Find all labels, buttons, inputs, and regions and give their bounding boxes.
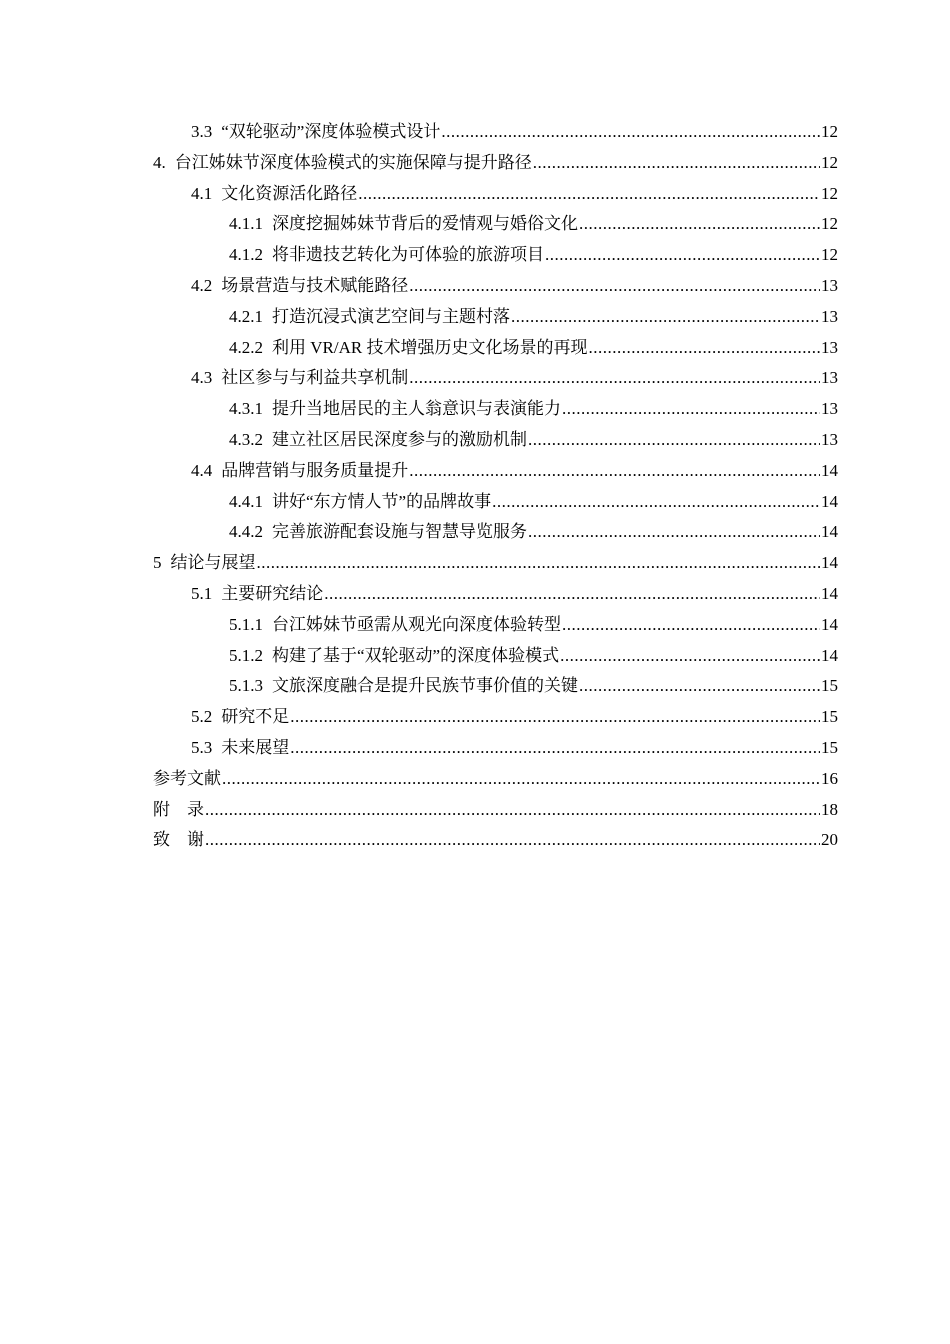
toc-entry[interactable] — [153, 795, 838, 826]
toc-entry-page: 13 — [821, 429, 838, 449]
toc-entry[interactable] — [153, 548, 838, 579]
toc-entry[interactable] — [153, 425, 838, 456]
toc-entry-number: 4.2.2 — [229, 337, 263, 357]
toc-entry[interactable] — [153, 825, 838, 856]
toc-entry-page: 15 — [821, 737, 838, 757]
toc-entry-page: 13 — [821, 306, 838, 326]
toc-entry-page: 16 — [821, 768, 838, 788]
toc-entry-number: 4.4.1 — [229, 491, 263, 511]
toc-entry[interactable] — [153, 209, 838, 240]
toc-entry-number: 4.4.2 — [229, 522, 263, 542]
toc-entry-page: 20 — [821, 830, 838, 850]
toc-dot-leader — [511, 302, 820, 333]
toc-entry-number: 5.1.3 — [229, 676, 263, 696]
toc-dot-leader — [441, 117, 820, 148]
toc-entry-page: 14 — [821, 553, 838, 573]
toc-entry-number: 4.1 — [191, 183, 213, 203]
toc-entry-title: 结论与展望 — [170, 553, 256, 573]
toc-entry-title: 研究不足 — [221, 707, 290, 727]
toc-entry[interactable] — [153, 733, 838, 764]
toc-entry-page: 12 — [821, 214, 838, 234]
toc-entry[interactable] — [153, 363, 838, 394]
toc-entry-page: 13 — [821, 399, 838, 419]
toc-dot-leader — [324, 579, 820, 610]
toc-entry-page: 12 — [821, 122, 838, 141]
toc-entry-page: 14 — [821, 645, 838, 665]
toc-dot-leader — [579, 671, 820, 702]
toc-entry-title: 深度挖掘姊妹节背后的爱情观与婚俗文化 — [272, 214, 578, 234]
toc-entry[interactable] — [153, 517, 838, 548]
toc-entry-title: 主要研究结论 — [221, 583, 324, 603]
toc-entry-number: 4.3.2 — [229, 429, 263, 449]
toc-entry-title: 未来展望 — [221, 737, 290, 757]
toc-entry[interactable] — [153, 641, 838, 672]
toc-entry-title: 文化资源活化路径 — [221, 183, 358, 203]
toc-entry-title: 提升当地居民的主人翁意识与表演能力 — [272, 399, 561, 419]
toc-entry[interactable] — [153, 702, 838, 733]
toc-dot-leader — [562, 610, 820, 641]
toc-entry-number: 4.3.1 — [229, 399, 263, 419]
toc-entry-title: 文旅深度融合是提升民族节事价值的关键 — [272, 676, 578, 696]
toc-entry-title: 将非遗技艺转化为可体验的旅游项目 — [272, 245, 544, 265]
toc-entry-page: 14 — [821, 491, 838, 511]
toc-dot-leader — [579, 209, 820, 240]
toc-entry-page: 15 — [821, 707, 838, 727]
toc-entry-page: 14 — [821, 460, 838, 480]
toc-entry[interactable] — [153, 179, 838, 210]
toc-entry-title: 完善旅游配套设施与智慧导览服务 — [272, 522, 527, 542]
toc-entry-title: 构建了基于“双轮驱动”的深度体验模式 — [272, 645, 560, 665]
table-of-contents — [153, 117, 838, 856]
toc-dot-leader — [409, 363, 820, 394]
toc-entry-title: 致 谢 — [153, 830, 204, 850]
toc-entry-title: 台江姊妹节亟需从观光向深度体验转型 — [272, 614, 561, 634]
toc-dot-leader — [205, 825, 820, 856]
toc-entry-number: 4.4 — [191, 460, 213, 480]
toc-entry-number: 4.2.1 — [229, 306, 263, 326]
toc-entry-number: 5.1.2 — [229, 645, 263, 665]
toc-entry[interactable] — [153, 148, 838, 179]
toc-dot-leader — [409, 271, 820, 302]
toc-entry-page: 12 — [821, 152, 838, 172]
toc-dot-leader — [562, 394, 820, 425]
toc-entry-page: 12 — [821, 183, 838, 203]
toc-entry-page: 13 — [821, 337, 838, 357]
toc-entry[interactable] — [153, 333, 838, 364]
toc-entry[interactable] — [153, 610, 838, 641]
toc-dot-leader — [492, 487, 820, 518]
toc-entry[interactable] — [153, 394, 838, 425]
toc-entry[interactable] — [153, 271, 838, 302]
toc-dot-leader — [588, 333, 820, 364]
toc-entry-title: 打造沉浸式演艺空间与主题村落 — [272, 306, 510, 326]
toc-entry-title: 社区参与与利益共享机制 — [221, 368, 409, 388]
toc-entry-title: 场景营造与技术赋能路径 — [221, 275, 409, 295]
toc-entry-title: 建立社区居民深度参与的激励机制 — [272, 429, 527, 449]
toc-entry-number: 5.2 — [191, 707, 213, 727]
toc-dot-leader — [358, 179, 820, 210]
toc-entry-number: 5.3 — [191, 737, 213, 757]
toc-entry-title: 利用 VR/AR 技术增强历史文化场景的再现 — [272, 337, 588, 357]
toc-entry-title: 附 录 — [153, 799, 204, 819]
toc-entry-number: 3.3 — [191, 122, 213, 141]
toc-entry-page: 15 — [821, 676, 838, 696]
toc-entry-page: 12 — [821, 245, 838, 265]
toc-entry-page: 14 — [821, 583, 838, 603]
toc-dot-leader — [222, 764, 820, 795]
toc-entry-number: 4. — [153, 152, 166, 172]
toc-entry-number: 4.3 — [191, 368, 213, 388]
toc-entry-title: 品牌营销与服务质量提升 — [221, 460, 409, 480]
toc-entry-title: 讲好“东方情人节”的品牌故事 — [272, 491, 492, 511]
toc-entry-page: 14 — [821, 522, 838, 542]
toc-dot-leader — [560, 641, 820, 672]
toc-entry-number: 5.1 — [191, 583, 213, 603]
toc-entry-number: 4.1.2 — [229, 245, 263, 265]
toc-entry[interactable] — [153, 117, 838, 148]
toc-entry-title: “双轮驱动”深度体验模式设计 — [221, 122, 441, 141]
toc-entry[interactable] — [153, 456, 838, 487]
toc-dot-leader — [528, 517, 820, 548]
toc-entry-page: 13 — [821, 368, 838, 388]
toc-dot-leader — [545, 240, 820, 271]
toc-entry-title: 台江姊妹节深度体验模式的实施保障与提升路径 — [174, 152, 532, 172]
toc-dot-leader — [533, 148, 820, 179]
toc-entry[interactable] — [153, 487, 838, 518]
toc-entry[interactable] — [153, 302, 838, 333]
toc-entry[interactable] — [153, 671, 838, 702]
toc-entry-number: 4.1.1 — [229, 214, 263, 234]
toc-dot-leader — [290, 733, 820, 764]
toc-entry-title: 参考文献 — [153, 768, 221, 788]
toc-dot-leader — [528, 425, 820, 456]
toc-dot-leader — [257, 548, 821, 579]
toc-entry-page: 14 — [821, 614, 838, 634]
toc-entry[interactable] — [153, 579, 838, 610]
toc-entry-page: 18 — [821, 799, 838, 819]
toc-entry[interactable] — [153, 240, 838, 271]
toc-entry-number: 5.1.1 — [229, 614, 263, 634]
toc-entry-number: 4.2 — [191, 275, 213, 295]
toc-dot-leader — [290, 702, 820, 733]
toc-entry-number: 5 — [153, 553, 162, 573]
toc-entry-page: 13 — [821, 275, 838, 295]
toc-dot-leader — [409, 456, 820, 487]
toc-entry[interactable] — [153, 764, 838, 795]
toc-dot-leader — [205, 795, 820, 826]
